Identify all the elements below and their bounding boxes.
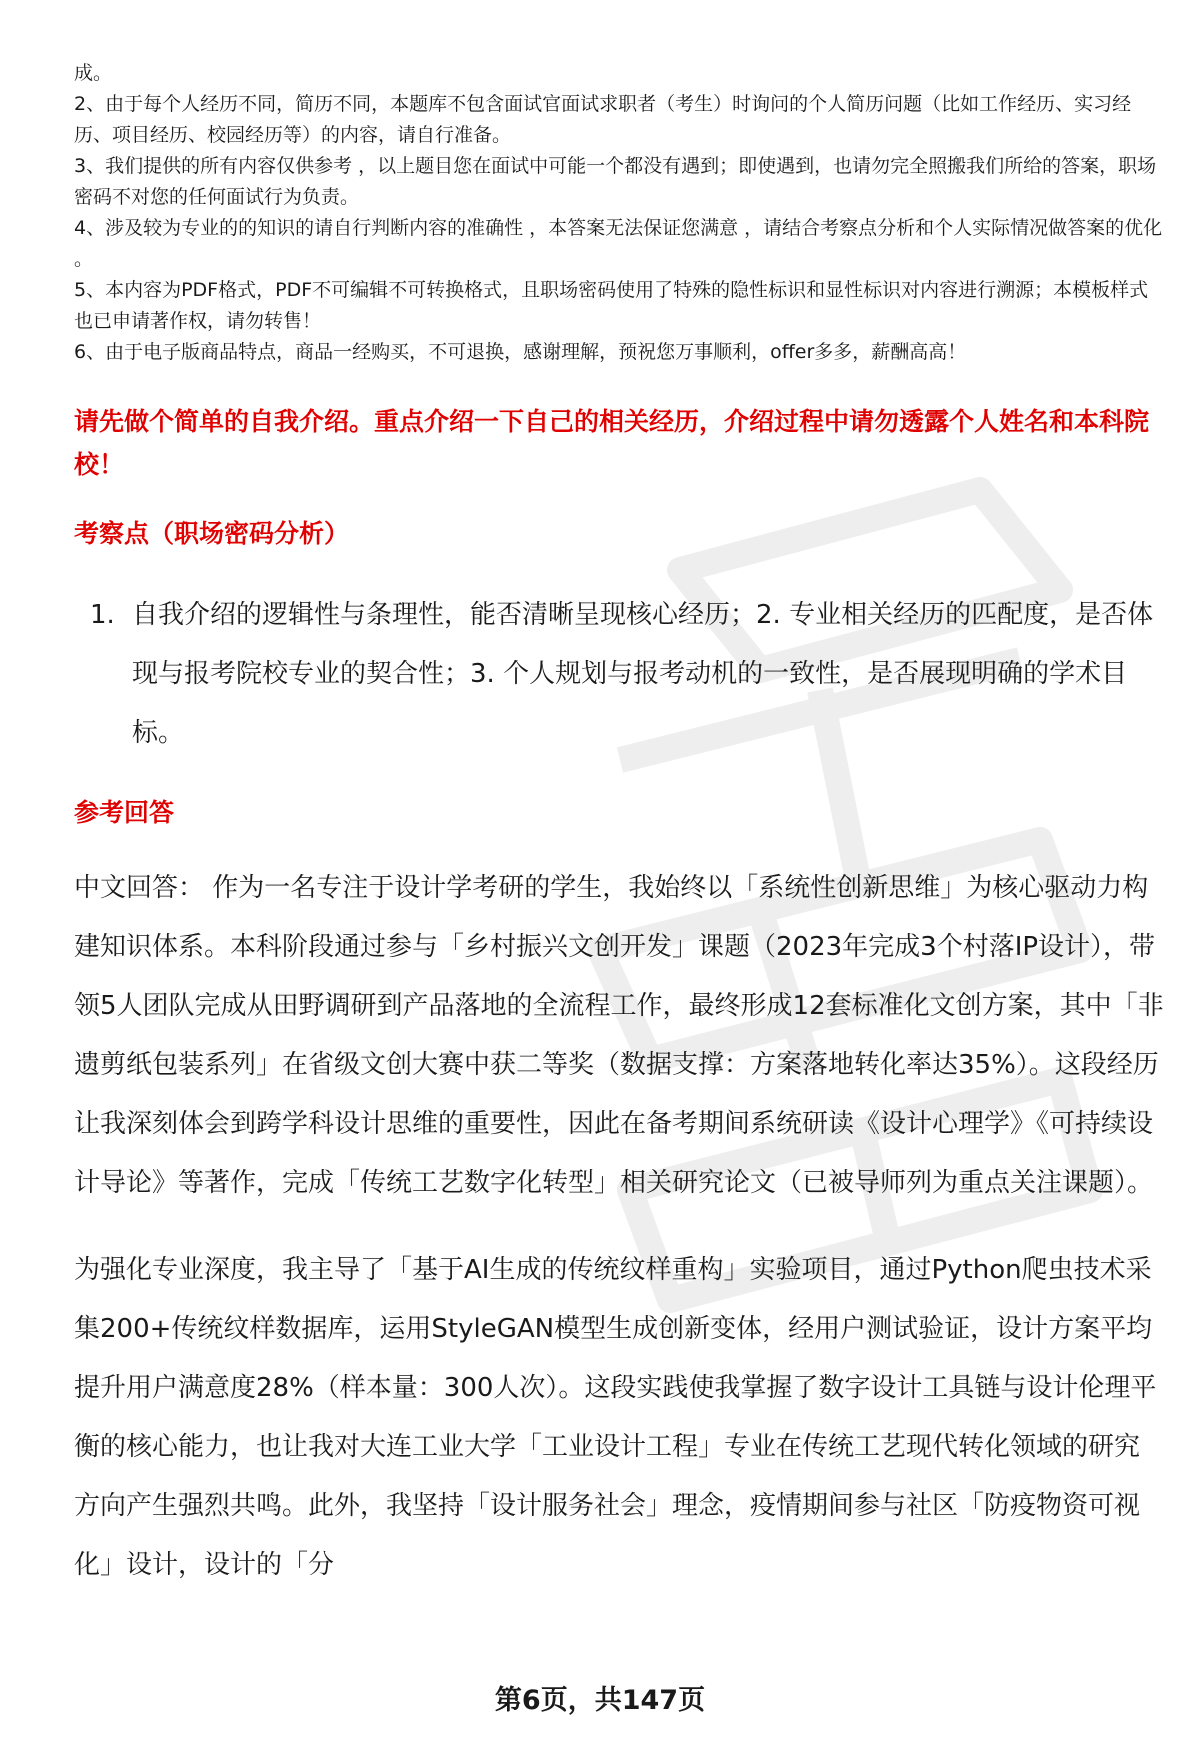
analysis-text: 自我介绍的逻辑性与条理性，能否清晰呈现核心经历；2. 专业相关经历的匹配度，是否体现与报考院校专业的契合性；3. 个人规划与报考动机的一致性，是否展现明确的学术目标。 [132, 600, 1154, 748]
page-footer: 第6页，共147页 [494, 1685, 706, 1716]
note-item: 3、我们提供的所有内容仅供参考 ，以上题目您在面试中可能一个都没有遇到；即使遇到，也请勿完全照搬我们所给的答案，职场密码不对您的任何面试行为负责。 [74, 155, 1157, 208]
reference-title: 参考回答 [74, 798, 175, 827]
answer-paragraph: 中文回答： 作为一名专注于设计学考研的学生，我始终以「系统性创新思维」为核心驱动力构建知识体系。本科阶段通过参与「乡村振兴文创开发」课题（2023年完成3个村落IP设计），带领5人团队完成从田野调研到产品落地的全流程工作，最终形成12套标准化文创方案，其中「非遗剪纸包装系列」在省级文创大赛中获二等奖（数据支撑：方案落地转化率达35%）。这段经历让我深刻体会到跨学科设计思维的重要性，因此在备考期间系统研读《设计心理学》《可持续设计导论》等著作，完成「传统工艺数字化转型」相关研究论文（已被导师列为重点关注课题）。 [74, 873, 1164, 1198]
note-item: 4、涉及较为专业的的知识的请自行判断内容的准确性 ，本答案无法保证您满意 ，请结合考察点分析和个人实际情况做答案的优化 。 [74, 217, 1163, 270]
notes-list [74, 58, 1164, 368]
answer-paragraph: 为强化专业深度，我主导了「基于AI生成的传统纹样重构」实验项目，通过Python爬虫技术采集200+传统纹样数据库，运用StyleGAN模型生成创新变体，经用户测试验证，设计方案平均提升用户满意度28%（样本量：300人次）。这段实践使我掌握了数字设计工具链与设计伦理平衡的核心能力，也让我对大连工业大学「工业设计工程」专业在传统工艺现代转化领域的研究方向产生强烈共鸣。此外，我坚持「设计服务社会」理念，疫情期间参与社区「防疫物资可视化」设计，设计的「分 [74, 1255, 1157, 1580]
interview-question: 请先做个简单的自我介绍。重点介绍一下自己的相关经历，介绍过程中请勿透露个人姓名和本科院校！ [74, 407, 1150, 479]
analysis-number: 1. [90, 600, 115, 630]
note-item: 6、由于电子版商品特点，商品一经购买，不可退换，感谢理解，预祝您万事顺利，offer多多，薪酬高高！ [74, 341, 967, 363]
note-item: 5、本内容为PDF格式，PDF不可编辑不可转换格式，且职场密码使用了特殊的隐性标识和显性标识对内容进行溯源；本模板样式也已申请著作权，请勿转售！ [74, 279, 1149, 332]
reference-answer [74, 859, 1164, 1595]
analysis-points [74, 586, 1164, 763]
page-content [74, 58, 1164, 1595]
note-item: 2、由于每个人经历不同，简历不同，本题库不包含面试官面试求职者（考生）时询问的个人简历问题（比如工作经历、实习经历、项目经历、校园经历等）的内容，请自行准备。 [74, 93, 1132, 146]
note-item: 成。 [74, 62, 113, 84]
analysis-title: 考察点（职场密码分析） [74, 519, 350, 548]
